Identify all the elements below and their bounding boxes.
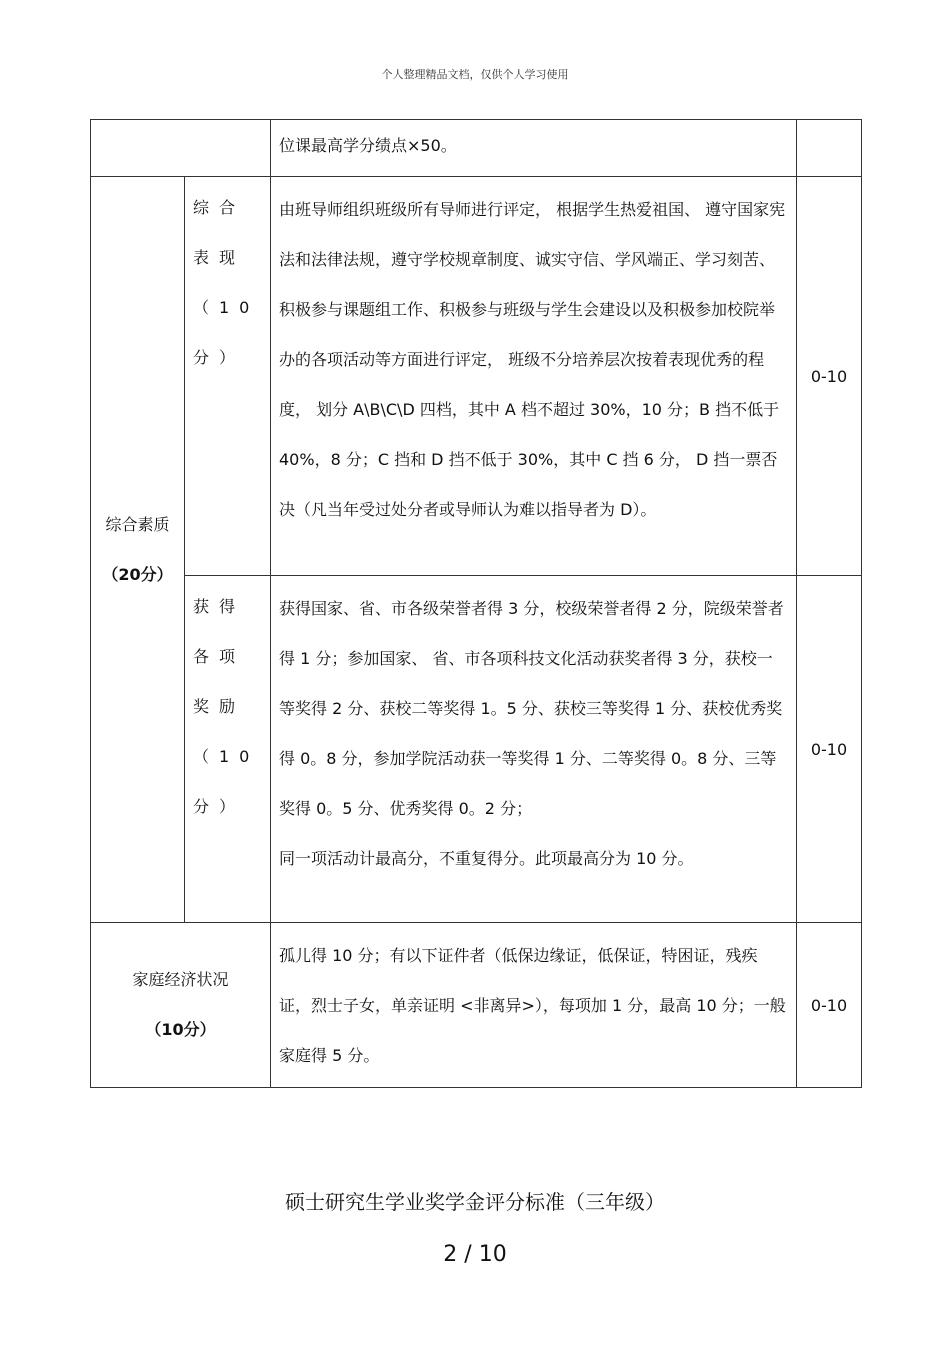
- subcategory-label: 获得各项奖励（10分）: [193, 597, 260, 816]
- page-header: 个人整理精品文档，仅供个人学习使用: [381, 68, 569, 81]
- criteria-cell: [271, 923, 797, 1088]
- subcategory-cell: [185, 177, 271, 576]
- category-cell: [91, 923, 271, 1088]
- criteria-text: 获得国家、省、市各级荣誉者得 3 分，校级荣誉者得 2 分，院级荣誉者得 1 分；参加国家、 省、市各项科技文化活动获奖者得 3 分，获校一等奖得 2 分、获校二等奖得 1。5 分、获校三等奖得 1 分、获校优秀奖得 0。8 分，参加学院活动获一等奖得 1 分、二等奖得 0。8 分、三等奖得 0。5 分、优秀奖得 0。2 分；: [279, 599, 784, 818]
- scoring-table: [90, 119, 862, 1088]
- category-points: （10分）: [145, 1020, 216, 1039]
- score-range-cell: [797, 923, 862, 1088]
- score-range: 0-10: [810, 739, 848, 759]
- table-cell-empty: [797, 120, 862, 177]
- subcategory-cell: [185, 576, 271, 923]
- table-cell-text: [271, 120, 797, 177]
- section-title: 硕士研究生学业奖学金评分标准（三年级）: [285, 1190, 665, 1214]
- table-row: [91, 923, 862, 1088]
- table-row: [91, 177, 862, 576]
- criteria-cell: [271, 576, 797, 923]
- row-text: 位课最高学分绩点×50。: [279, 136, 457, 155]
- category-cell: [91, 177, 185, 923]
- table-row: [91, 120, 862, 177]
- criteria-cell: [271, 177, 797, 576]
- score-range: 0-10: [810, 995, 848, 1015]
- table-row: [91, 576, 862, 923]
- table-cell-empty: [91, 120, 271, 177]
- criteria-text-note: 同一项活动计最高分，不重复得分。此项最高分为 10 分。: [279, 849, 694, 868]
- category-label: 综合素质: [105, 514, 170, 534]
- page-number: 2 / 10: [443, 1242, 507, 1267]
- score-range-cell: [797, 177, 862, 576]
- score-range-cell: [797, 576, 862, 923]
- subcategory-label: 综合表现（10分）: [193, 198, 260, 367]
- category-label: 家庭经济状况: [132, 970, 229, 989]
- category-points: （20分）: [102, 564, 173, 584]
- criteria-text: 由班导师组织班级所有导师进行评定， 根据学生热爱祖国、 遵守国家宪法和法律法规，遵守学校规章制度、诚实守信、学风端正、学习刻苦、 积极参与课题组工作、积极参与班级与学生会建设以及积极参加校院举办的各项活动等方面进行评定， 班级不分培养层次按着表现优秀的程度， 划分 A\B\C\D 四档，其中 A 档不超过 30%，10 分；B 挡不低于 40%，8 分；C 挡和 D 挡不低于 30%，其中 C 挡 6 分， D 挡一票否决（凡当年受过处分者或导师认为难以指导者为 D）。: [279, 200, 786, 519]
- score-range: 0-10: [810, 366, 848, 386]
- criteria-text: 孤儿得 10 分；有以下证件者（低保边缘证，低保证，特困证，残疾证，烈士子女，单亲证明 <非离异>），每项加 1 分，最高 10 分；一般家庭得 5 分。: [279, 946, 786, 1065]
